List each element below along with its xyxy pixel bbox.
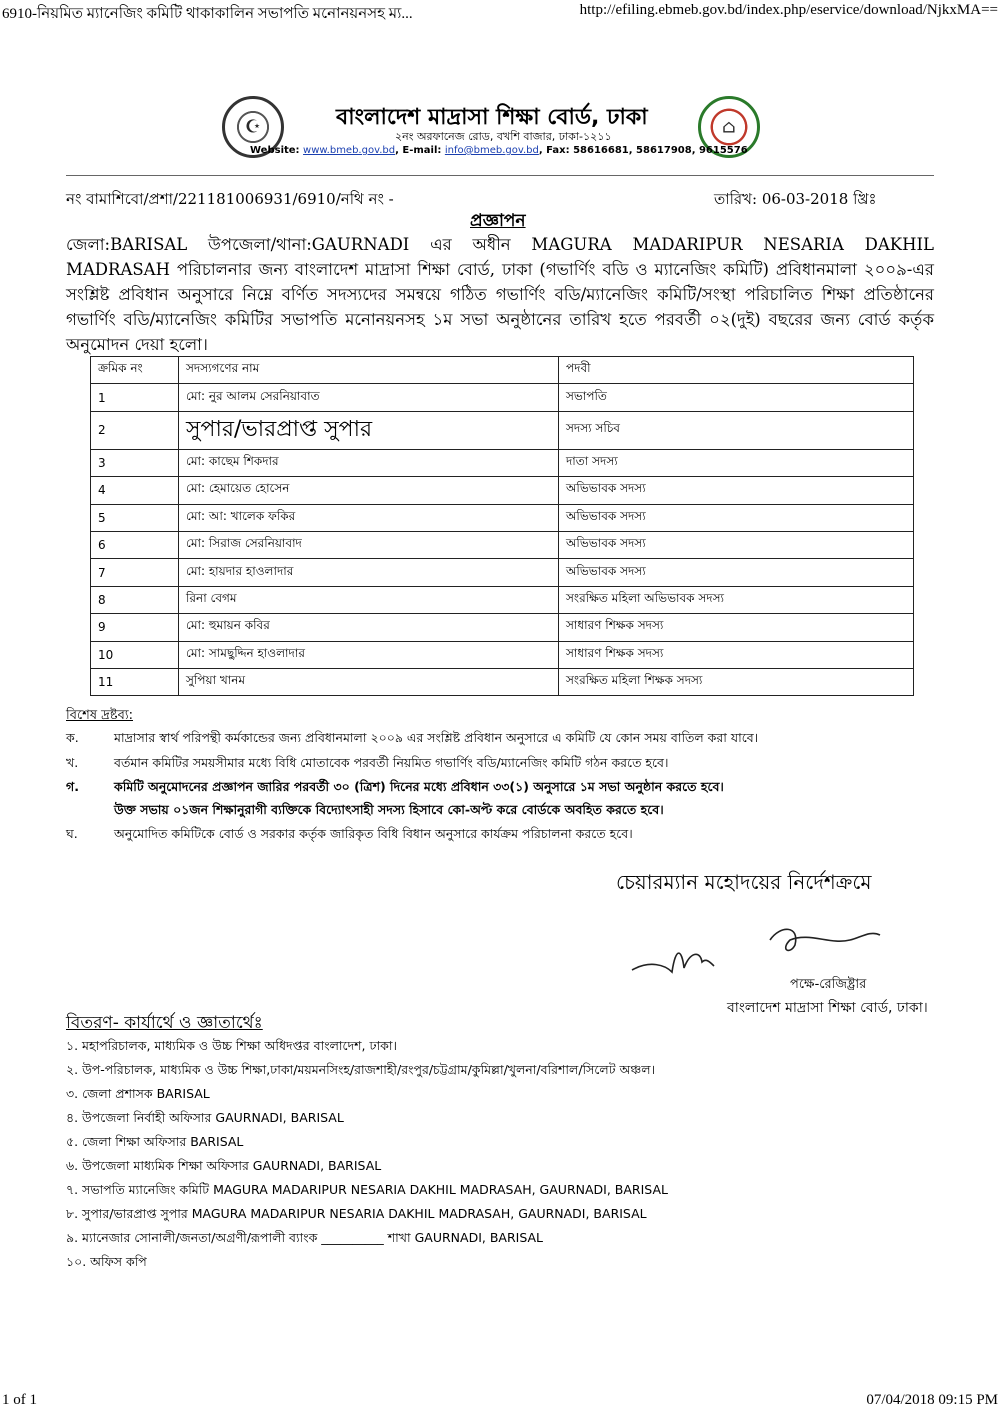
memo-date: তারিখ: 06-03-2018 খ্রিঃ xyxy=(714,190,877,208)
table-row xyxy=(91,586,914,613)
cell-name: সুপিয়া খানম xyxy=(179,668,559,695)
cell-serial: 5 xyxy=(91,504,179,531)
signature-left xyxy=(632,953,714,972)
email-link[interactable]: info@bmeb.gov.bd xyxy=(444,145,539,156)
email-label: , E-mail: xyxy=(395,145,445,156)
board-contact xyxy=(250,145,748,156)
distribution-title: বিতরণ- কার্যার্থে ও জ্ঞাতার্থেঃ xyxy=(66,1013,263,1033)
notice-title: প্রজ্ঞাপন xyxy=(470,211,526,231)
distribution-item: ১০. অফিস কপি xyxy=(66,1254,147,1269)
note-text: অনুমোদিত কমিটিকে বোর্ড ও সরকার কর্তৃক জারিকৃত বিধি বিধান অনুসারে কার্যক্রম পরিচালনা করতে হবে। xyxy=(114,826,633,841)
cell-designation: সংরক্ষিত মহিলা শিক্ষক সদস্য xyxy=(559,668,914,695)
cell-serial: 8 xyxy=(91,586,179,613)
page-number: 1 of 1 xyxy=(2,1392,37,1408)
distribution-item: ২. উপ-পরিচালক, মাধ্যমিক ও উচ্চ শিক্ষা,ঢাকা/ময়মনসিংহ/রাজশাহী/রংপুর/চট্টগ্রাম/কুমিল্লা/খুলনা/বরিশাল/সিলেট অঞ্চল। xyxy=(66,1062,656,1077)
notice-intro: জেলা:BARISAL উপজেলা/থানা:GAURNADI এর অধীন MAGURA MADARIPUR NESARIA DAKHIL MADRASAH পরিচালনার জন্য বাংলাদেশ মাদ্রাসা শিক্ষা বোর্ড, ঢাকা (গভার্ণিং বডি ও ম্যানেজিং কমিটি) প্রবিধানমালা ২০০৯-এর সংশ্লিষ্ট প্রবিধান অনুসারে নিম্নে বর্ণিত সদস্যদের সমন্বয়ে গঠিত গভার্ণিং বডি/ম্যানেজিং কমিটি/সংস্থা পরিচালিত শিক্ষা প্রতিষ্ঠানের গভার্ণিং বডি/ম্যানেজিং কমিটির সভাপতি মনোনয়নসহ ১ম সভা অনুষ্ঠানের তারিখ হতে পরবর্তী ০২(দুই) বছরের জন্য বোর্ড কর্তৃক অনুমোদন দেয়া হলো। xyxy=(66,235,934,354)
notes-title: বিশেষ দ্রষ্টব্য: xyxy=(66,708,133,723)
on-behalf-registrar: পক্ষে-রেজিষ্ট্রার xyxy=(790,977,867,992)
note-mark: খ. xyxy=(66,755,79,770)
website-link[interactable]: www.bmeb.gov.bd xyxy=(303,145,396,156)
note-mark: ক. xyxy=(66,730,79,745)
chairman-order: চেয়ারম্যান মহোদয়ের নির্দেশক্রমে xyxy=(616,870,872,894)
cell-serial: 10 xyxy=(91,641,179,668)
cell-name: মো: কাছেম শিকদার xyxy=(179,449,559,476)
browser-url[interactable]: http://efiling.ebmeb.gov.bd/index.php/eservice/download/NjkxMA== xyxy=(579,2,998,18)
browser-tab-title: 6910-নিয়মিত ম্যানেজিং কমিটি থাকাকালিন সভাপতি মনোনয়নসহ ম্য... xyxy=(2,6,413,22)
note-text: কমিটি অনুমোদনের প্রজ্ঞাপন জারির পরবর্তী ৩০ (ত্রিশ) দিনের মধ্যে প্রবিধান ৩৩(১) অনুসারে ১ম সভা অনুষ্ঠান করতে হবে। xyxy=(114,779,724,794)
cell-serial: 4 xyxy=(91,477,179,504)
note-text: উক্ত সভায় ০১জন শিক্ষানুরাগী ব্যক্তিকে বিদ্যোৎসাহী সদস্য হিসাবে কো-অপ্ট করে বোর্ডকে অবহিত করতে হবে। xyxy=(114,802,664,817)
cell-name: মো: সিরাজ সেরনিয়াবাদ xyxy=(179,531,559,558)
cell-name: সুপার/ভারপ্রাপ্ত সুপার xyxy=(179,411,559,449)
table-row xyxy=(91,531,914,558)
cell-designation: অভিভাবক সদস্য xyxy=(559,531,914,558)
cell-designation: সাধারণ শিক্ষক সদস্য xyxy=(559,641,914,668)
cell-designation: সভাপতি xyxy=(559,384,914,411)
website-label: Website: xyxy=(250,145,304,156)
note-text: মাদ্রাসার স্বার্থ পরিপন্থী কর্মকান্ডের জন্য প্রবিধানমালা ২০০৯ এর সংশ্লিষ্ট প্রবিধান অনুসারে এ কমিটি যে কোন সময় বাতিল করা যাবে। xyxy=(114,730,759,745)
distribution-item: ৩. জেলা প্রশাসক BARISAL xyxy=(66,1086,210,1101)
board-name: বাংলাদেশ মাদ্রাসা শিক্ষা বোর্ড, ঢাকা xyxy=(336,105,648,130)
cell-serial: 6 xyxy=(91,531,179,558)
memo-number: নং বামাশিবো/প্রশা/221181006931/6910/নথি নং - xyxy=(66,190,394,208)
table-row xyxy=(91,641,914,668)
members-table xyxy=(90,356,914,696)
cell-serial: 11 xyxy=(91,668,179,695)
table-row xyxy=(91,411,914,449)
secondary-logo-icon: ⌂ xyxy=(698,96,760,158)
board-logo-icon: ☪ xyxy=(222,96,284,158)
note-mark: ঘ. xyxy=(66,826,78,841)
cell-name: মো: আ: খালেক ফকির xyxy=(179,504,559,531)
header-divider xyxy=(66,175,934,176)
table-row xyxy=(91,384,914,411)
cell-serial: 9 xyxy=(91,614,179,641)
distribution-item: ১. মহাপরিচালক, মাধ্যমিক ও উচ্চ শিক্ষা অধিদপ্তর বাংলাদেশ, ঢাকা। xyxy=(66,1038,398,1053)
cell-designation: অভিভাবক সদস্য xyxy=(559,477,914,504)
distribution-item: ৭. সভাপতি ম্যানেজিং কমিটি MAGURA MADARIPUR NESARIA DAKHIL MADRASAH, GAURNADI, BARISAL xyxy=(66,1182,668,1197)
header-serial: ক্রমিক নং xyxy=(91,357,179,384)
table-row xyxy=(91,504,914,531)
cell-serial: 7 xyxy=(91,559,179,586)
distribution-item: ৯. ম্যানেজার সোনালী/জনতা/অগ্রণী/রূপালী ব্যাংক __________ শাখা GAURNADI, BARISAL xyxy=(66,1230,544,1245)
board-signoff: বাংলাদেশ মাদ্রাসা শিক্ষা বোর্ড, ঢাকা। xyxy=(727,1000,928,1016)
cell-name: মো: হুমায়ন কবির xyxy=(179,614,559,641)
cell-name: রিনা বেগম xyxy=(179,586,559,613)
cell-name: মো: হেমায়েত হোসেন xyxy=(179,477,559,504)
note-mark: গ. xyxy=(66,779,79,794)
header-name: সদস্যগণের নাম xyxy=(179,357,559,384)
distribution-item: ৬. উপজেলা মাধ্যমিক শিক্ষা অফিসার GAURNADI, BARISAL xyxy=(66,1158,382,1173)
cell-designation: সংরক্ষিত মহিলা অভিভাবক সদস্য xyxy=(559,586,914,613)
cell-designation: সাধারণ শিক্ষক সদস্য xyxy=(559,614,914,641)
header-designation: পদবী xyxy=(559,357,914,384)
cell-designation: অভিভাবক সদস্য xyxy=(559,504,914,531)
table-row xyxy=(91,614,914,641)
table-row xyxy=(91,449,914,476)
cell-name: মো: নুর আলম সেরনিয়াবাত xyxy=(179,384,559,411)
distribution-item: ৫. জেলা শিক্ষা অফিসার BARISAL xyxy=(66,1134,244,1149)
table-row xyxy=(91,668,914,695)
cell-serial: 3 xyxy=(91,449,179,476)
table-row xyxy=(91,477,914,504)
distribution-item: ৮. সুপার/ভারপ্রাপ্ত সুপার MAGURA MADARIPUR NESARIA DAKHIL MADRASAH, GAURNADI, BARISAL xyxy=(66,1206,647,1221)
cell-serial: 2 xyxy=(91,411,179,449)
distribution-item: ৪. উপজেলা নির্বাহী অফিসার GAURNADI, BARISAL xyxy=(66,1110,344,1125)
cell-designation: সদস্য সচিব xyxy=(559,411,914,449)
board-address: ২নং অরফানেজ রোড, বখশি বাজার, ঢাকা-১২১১ xyxy=(395,130,612,143)
print-datetime: 07/04/2018 09:15 PM xyxy=(866,1392,998,1408)
table-header-row xyxy=(91,357,914,384)
cell-serial: 1 xyxy=(91,384,179,411)
cell-name: মো: সামছুদ্দিন হাওলাদার xyxy=(179,641,559,668)
table-row xyxy=(91,559,914,586)
signature-right xyxy=(770,929,880,950)
cell-name: মো: হায়দার হাওলাদার xyxy=(179,559,559,586)
cell-designation: অভিভাবক সদস্য xyxy=(559,559,914,586)
fax-text: , Fax: 58616681, 58617908, 9615576 xyxy=(538,145,748,156)
cell-designation: দাতা সদস্য xyxy=(559,449,914,476)
note-text: বর্তমান কমিটির সময়সীমার মধ্যে বিধি মোতাবেক পরবর্তী নিয়মিত গভার্ণিং বডি/ম্যানেজিং কমিটি গঠন করতে হবে। xyxy=(114,755,669,770)
